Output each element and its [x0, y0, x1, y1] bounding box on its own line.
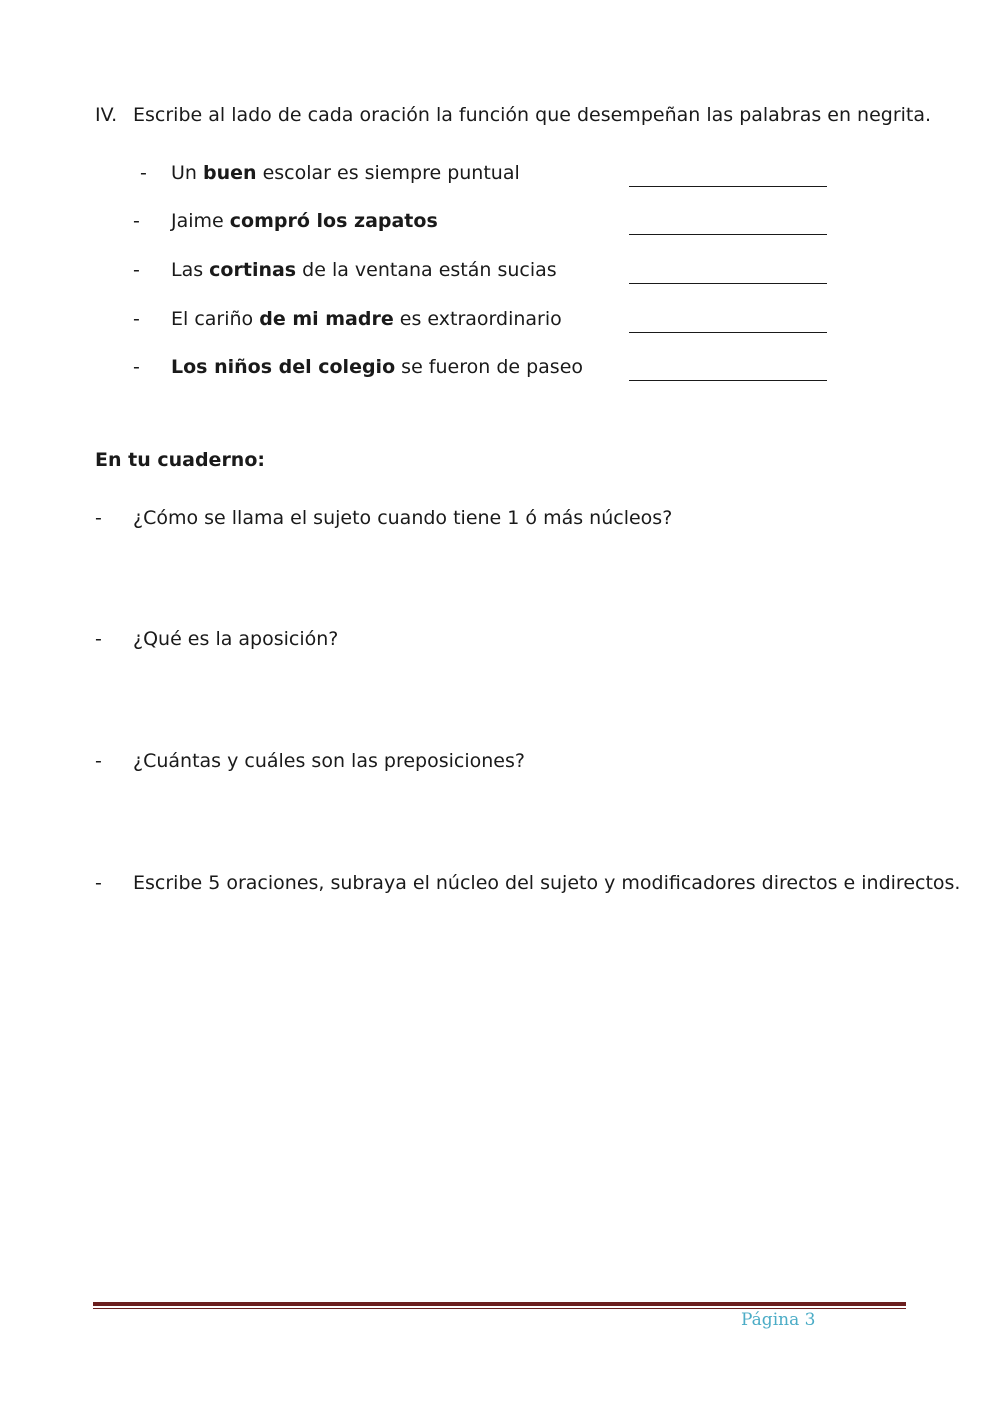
- answer-blank[interactable]: [629, 356, 827, 381]
- page-number: Página 3: [741, 1310, 816, 1330]
- exercise-item: [0, 308, 1000, 334]
- bold-words: buen: [203, 162, 257, 184]
- question-text: ¿Qué es la aposición?: [133, 628, 339, 650]
- bold-words: Los niños del colegio: [171, 356, 396, 378]
- section-numeral: IV.: [95, 104, 118, 126]
- exercise-sentence: Jaime compró los zapatos: [171, 210, 438, 232]
- bullet-dash: -: [133, 356, 140, 378]
- notebook-title: En tu cuaderno:: [95, 449, 265, 471]
- bullet-dash: -: [95, 872, 102, 894]
- section-heading: [95, 104, 931, 126]
- exercise-item: [0, 210, 1000, 236]
- exercise-item: [0, 259, 1000, 285]
- footer-rule-thin: [93, 1308, 906, 1309]
- exercise-sentence: Un buen escolar es siempre puntual: [171, 162, 520, 184]
- bullet-dash: -: [133, 259, 140, 281]
- exercise-item: [0, 356, 1000, 382]
- exercise-sentence: Las cortinas de la ventana están sucias: [171, 259, 557, 281]
- bullet-dash: -: [133, 308, 140, 330]
- bold-words: compró los zapatos: [229, 210, 438, 232]
- bold-words: de mi madre: [259, 308, 394, 330]
- exercise-sentence: Los niños del colegio se fueron de paseo: [171, 356, 584, 378]
- exercise-sentence: El cariño de mi madre es extraordinario: [171, 308, 562, 330]
- question-text: ¿Cómo se llama el sujeto cuando tiene 1 ó más núcleos?: [133, 507, 673, 529]
- answer-blank[interactable]: [629, 210, 827, 235]
- answer-blank[interactable]: [629, 308, 827, 333]
- bullet-dash: -: [95, 628, 102, 650]
- answer-blank[interactable]: [629, 162, 827, 187]
- section-instructions: Escribe al lado de cada oración la función que desempeñan las palabras en negrita.: [133, 104, 932, 126]
- bold-words: cortinas: [209, 259, 297, 281]
- question-text: ¿Cuántas y cuáles son las preposiciones?: [133, 750, 525, 772]
- bullet-dash: -: [133, 210, 140, 232]
- exercise-item: [0, 162, 1000, 188]
- bullet-dash: -: [95, 750, 102, 772]
- answer-blank[interactable]: [629, 259, 827, 284]
- question-text: Escribe 5 oraciones, subraya el núcleo del sujeto y modificadores directos e indirectos.: [133, 872, 961, 894]
- bullet-dash: -: [95, 507, 102, 529]
- bullet-dash: -: [140, 162, 147, 184]
- footer-rule: [93, 1302, 906, 1306]
